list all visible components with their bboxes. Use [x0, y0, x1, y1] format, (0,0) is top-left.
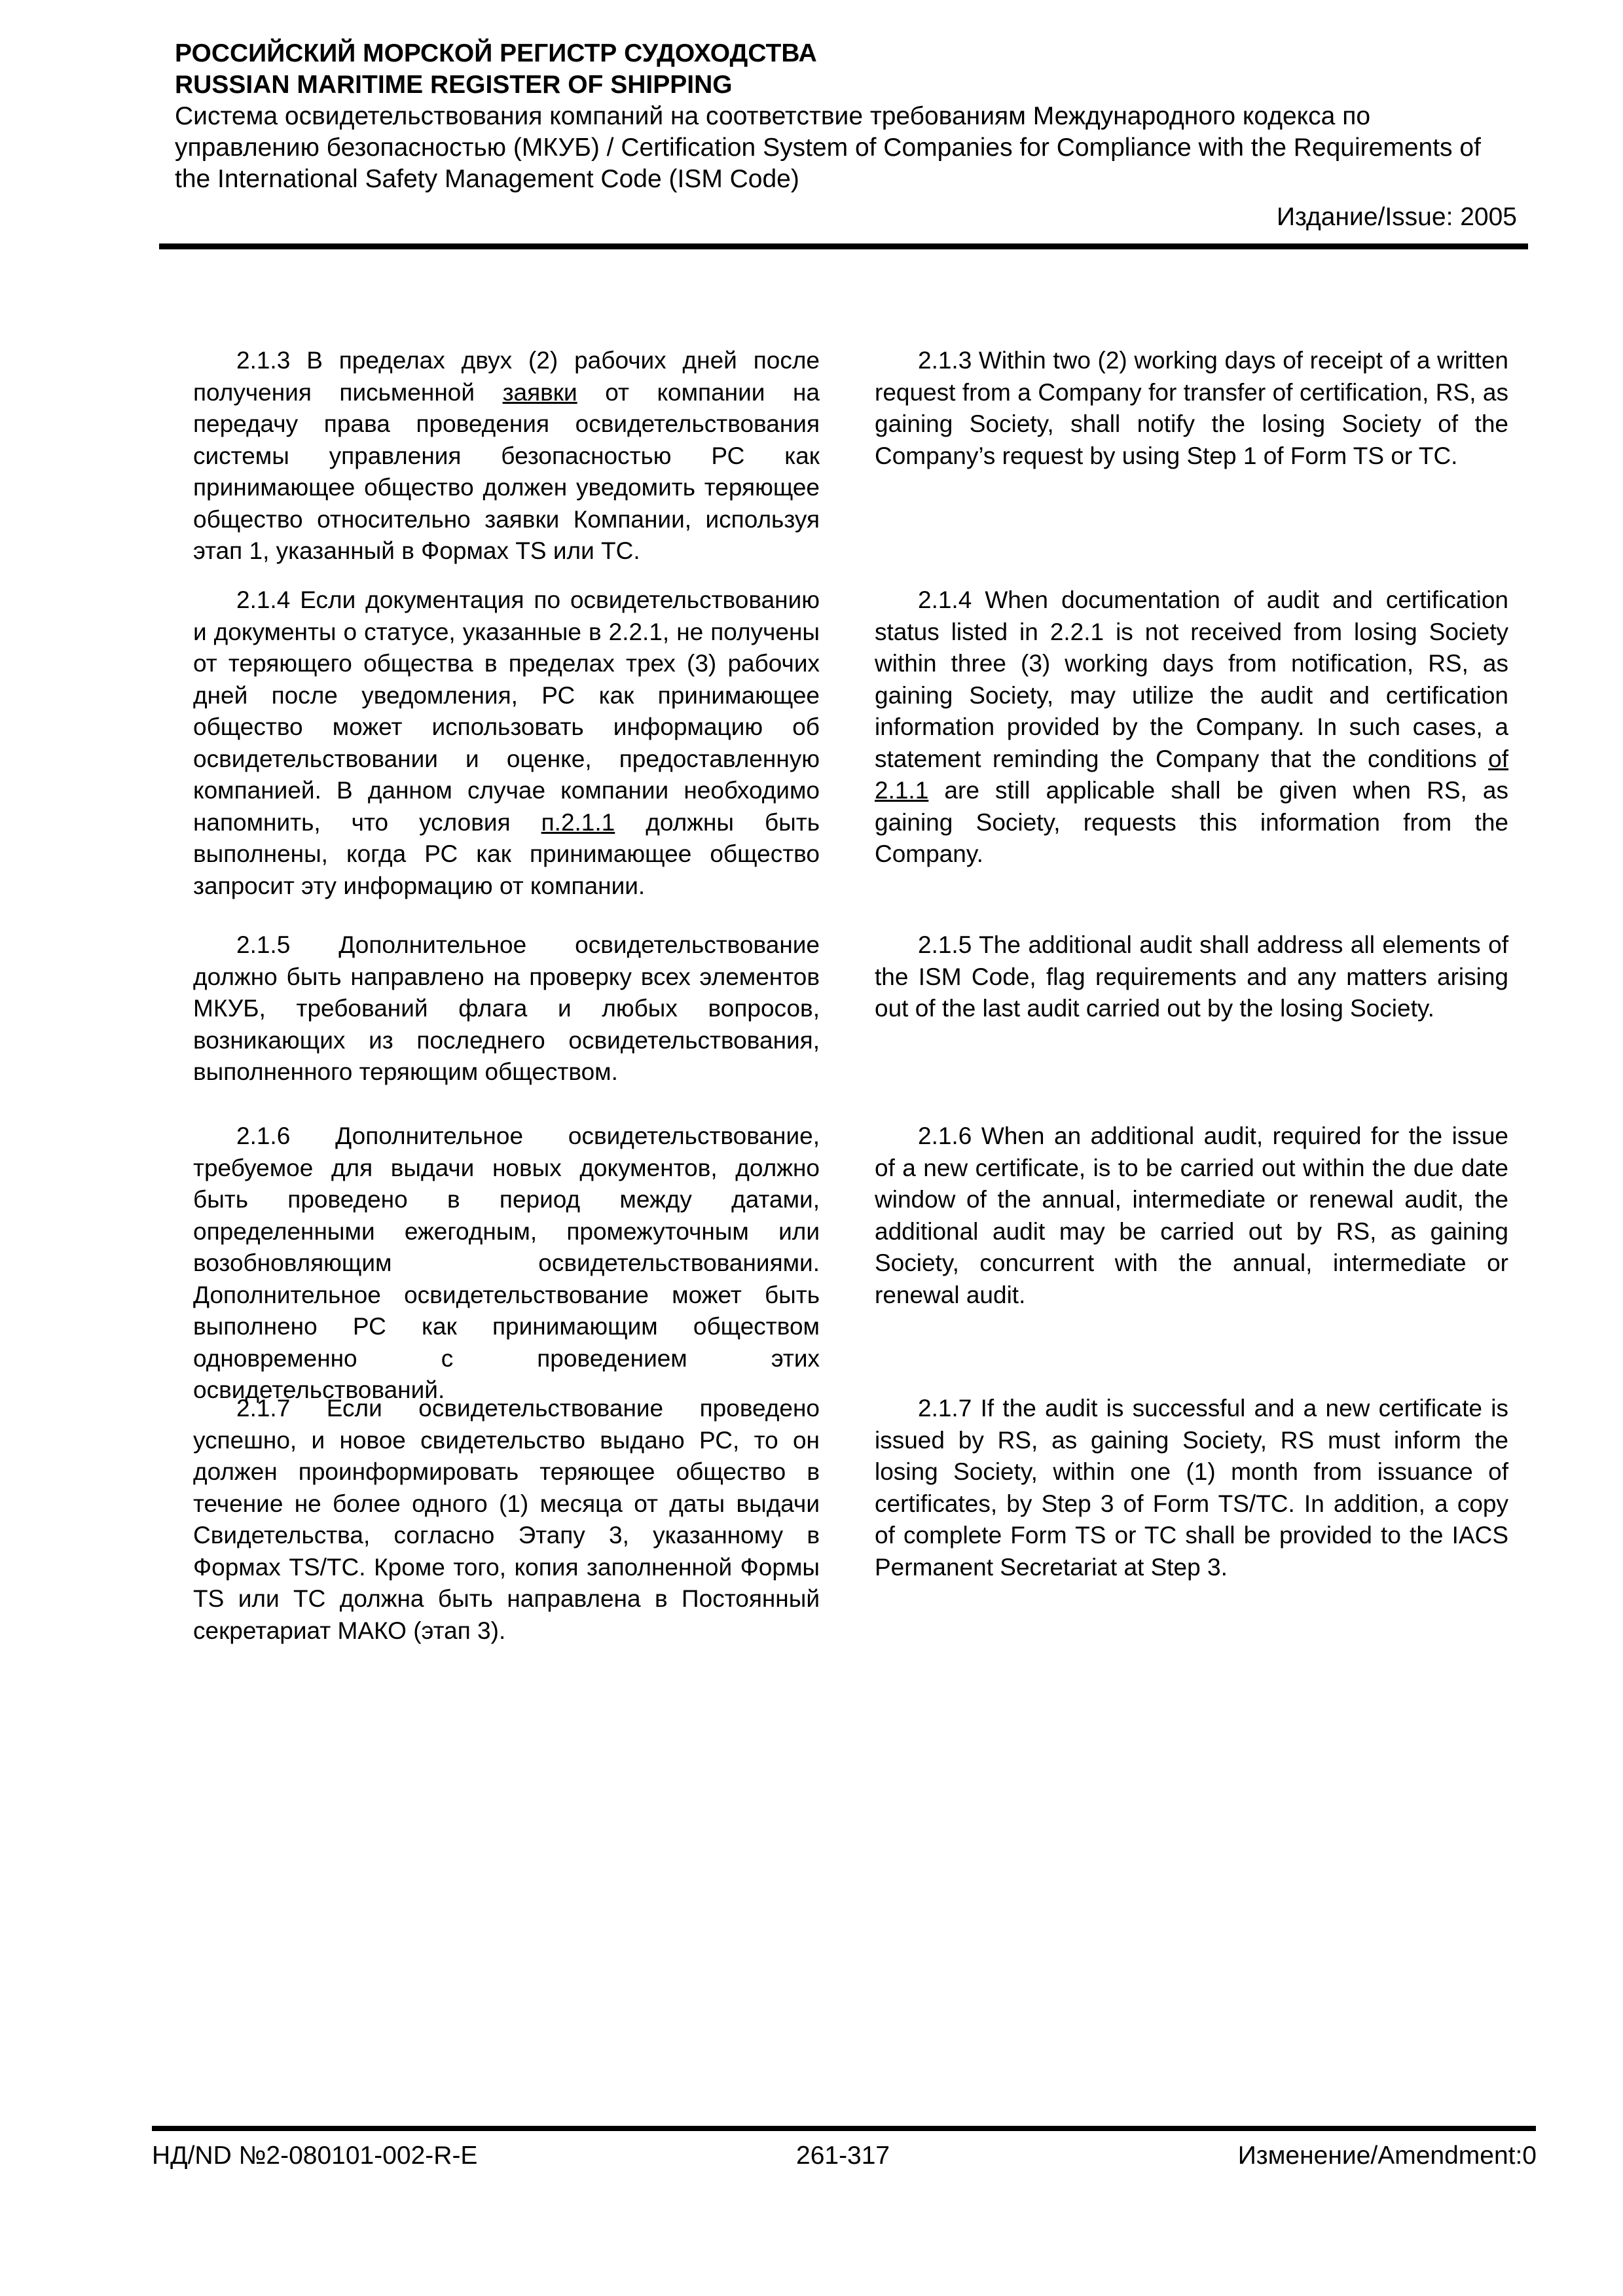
org-name-ru: РОССИЙСКИЙ МОРСКОЙ РЕГИСТР СУДОХОДСТВА	[175, 39, 817, 67]
ru-paragraph-2-1-5	[193, 929, 820, 1088]
footer-doc-number: НД/ND №2-080101-002-R-E	[152, 2142, 478, 2170]
header-divider	[159, 243, 1528, 249]
en-paragraph-2-1-6	[875, 1121, 1508, 1311]
ru-paragraph-2-1-3	[193, 345, 820, 567]
ru-link-2-1-1[interactable]: п.2.1.1	[541, 808, 615, 836]
en-text: are still applicable shall be given when RS, as gaining Society, requests this information from the Company.	[875, 777, 1508, 867]
en-text: 2.1.7 If the audit is successful and a new certificate is issued by RS, as gaining Society, RS must inform the losing Society, within one (1) month from issuance of certificates, by Step 3 of Form TS/TC. In addition, a copy of complete Form TS or TC shall be provided to the IACS Permanent Secretariat at Step 3.	[875, 1395, 1508, 1581]
ru-text: от компании на передачу права проведения освидетельствования системы управления безопасностью РС как принимающее общество должен уведомить теряющее общество относительно заявки Компании, используя этап 1, указанный в Формах TS или TC.	[193, 378, 820, 564]
ru-text: 2.1.7 Если освидетельствование проведено успешно, и новое свидетельство выдано РС, то он должен проинформировать теряющее общество в течение не более одного (1) месяца от даты выдачи Свидетельства, согласно Этапу 3, указанному в Формах TS/TC. Кроме того, копия заполненной Формы TS или TC должна быть направлена в Постоянный секретариат МАКО (этап 3).	[193, 1395, 820, 1644]
ru-paragraph-2-1-6	[193, 1121, 820, 1407]
footer-divider	[152, 2126, 1536, 2131]
ru-text: должны быть выполнены, когда РС как принимающее общество запросит эту информацию от компании.	[193, 808, 820, 899]
ru-text: 2.1.5 Дополнительное освидетельствование должно быть направлено на проверку всех элементов МКУБ, требований флага и любых вопросов, возникающих из последнего освидетельствования, выполненного теряющим обществом.	[193, 931, 820, 1085]
ru-text: 2.1.6 Дополнительное освидетельствование, требуемое для выдачи новых документов, должно быть проведено в период между датами, определенными ежегодным, промежуточным или возобновляющим освидетельствованиями. Дополнительное освидетельствование может быть выполнено РС как принимающим обществом одновременно с проведением этих освидетельствований.	[193, 1122, 820, 1403]
footer-page-range: 261-317	[796, 2142, 890, 2170]
ru-paragraph-2-1-7	[193, 1393, 820, 1647]
en-text: 2.1.4 When documentation of audit and certification status listed in 2.2.1 is not received from losing Society within three (3) working days from notification, RS, as gaining Society, may utilize the audit and certification information provided by the Company. In such cases, a statement reminding the Company that the conditions	[875, 586, 1508, 772]
page-header	[175, 38, 1517, 233]
en-link-2-1-1[interactable]: of 2.1.1	[875, 745, 1508, 804]
footer-amendment: Изменение/Amendment:0	[1237, 2142, 1537, 2170]
en-paragraph-2-1-5	[875, 929, 1508, 1025]
en-text: 2.1.3 Within two (2) working days of receipt of a written request from a Company for transfer of certification, RS, as gaining Society, shall notify the losing Society of the Company’s request by using Step 1 of Form TS or TC.	[875, 347, 1508, 469]
ru-paragraph-2-1-4	[193, 584, 820, 902]
en-text: 2.1.5 The additional audit shall address all elements of the ISM Code, flag requirements and any matters arising out of the last audit carried out by the losing Society.	[875, 931, 1508, 1022]
en-paragraph-2-1-7	[875, 1393, 1508, 1583]
issue-label: Издание/Issue: 2005	[1277, 203, 1517, 231]
system-title: Система освидетельствования компаний на соответствие требованиям Международного кодекса по управлению безопасностью (МКУБ) / Certification System of Companies for Compliance with the Requirements of the International Safety Management Code (ISM Code)	[175, 102, 1481, 193]
org-name-en: RUSSIAN MARITIME REGISTER OF SHIPPING	[175, 71, 733, 99]
en-paragraph-2-1-3	[875, 345, 1508, 472]
ru-link-zayavki[interactable]: заявки	[502, 378, 577, 406]
ru-text: 2.1.3 В пределах двух (2) рабочих дней после получения письменной	[193, 347, 820, 406]
en-paragraph-2-1-4	[875, 584, 1508, 870]
en-text: 2.1.6 When an additional audit, required for the issue of a new certificate, is to be carried out within the due date window of the annual, intermediate or renewal audit, the additional audit may be carried out by RS, as gaining Society, concurrent with the annual, intermediate or renewal audit.	[875, 1122, 1508, 1308]
ru-text: 2.1.4 Если документация по освидетельствованию и документы о статусе, указанные в 2.2.1, не получены от теряющего общества в пределах трех (3) рабочих дней после уведомления, РС как принимающее общество может использовать информацию об освидетельствовании и оценке, предоставленную компанией. В данном случае компании необходимо напомнить, что условия	[193, 586, 820, 836]
